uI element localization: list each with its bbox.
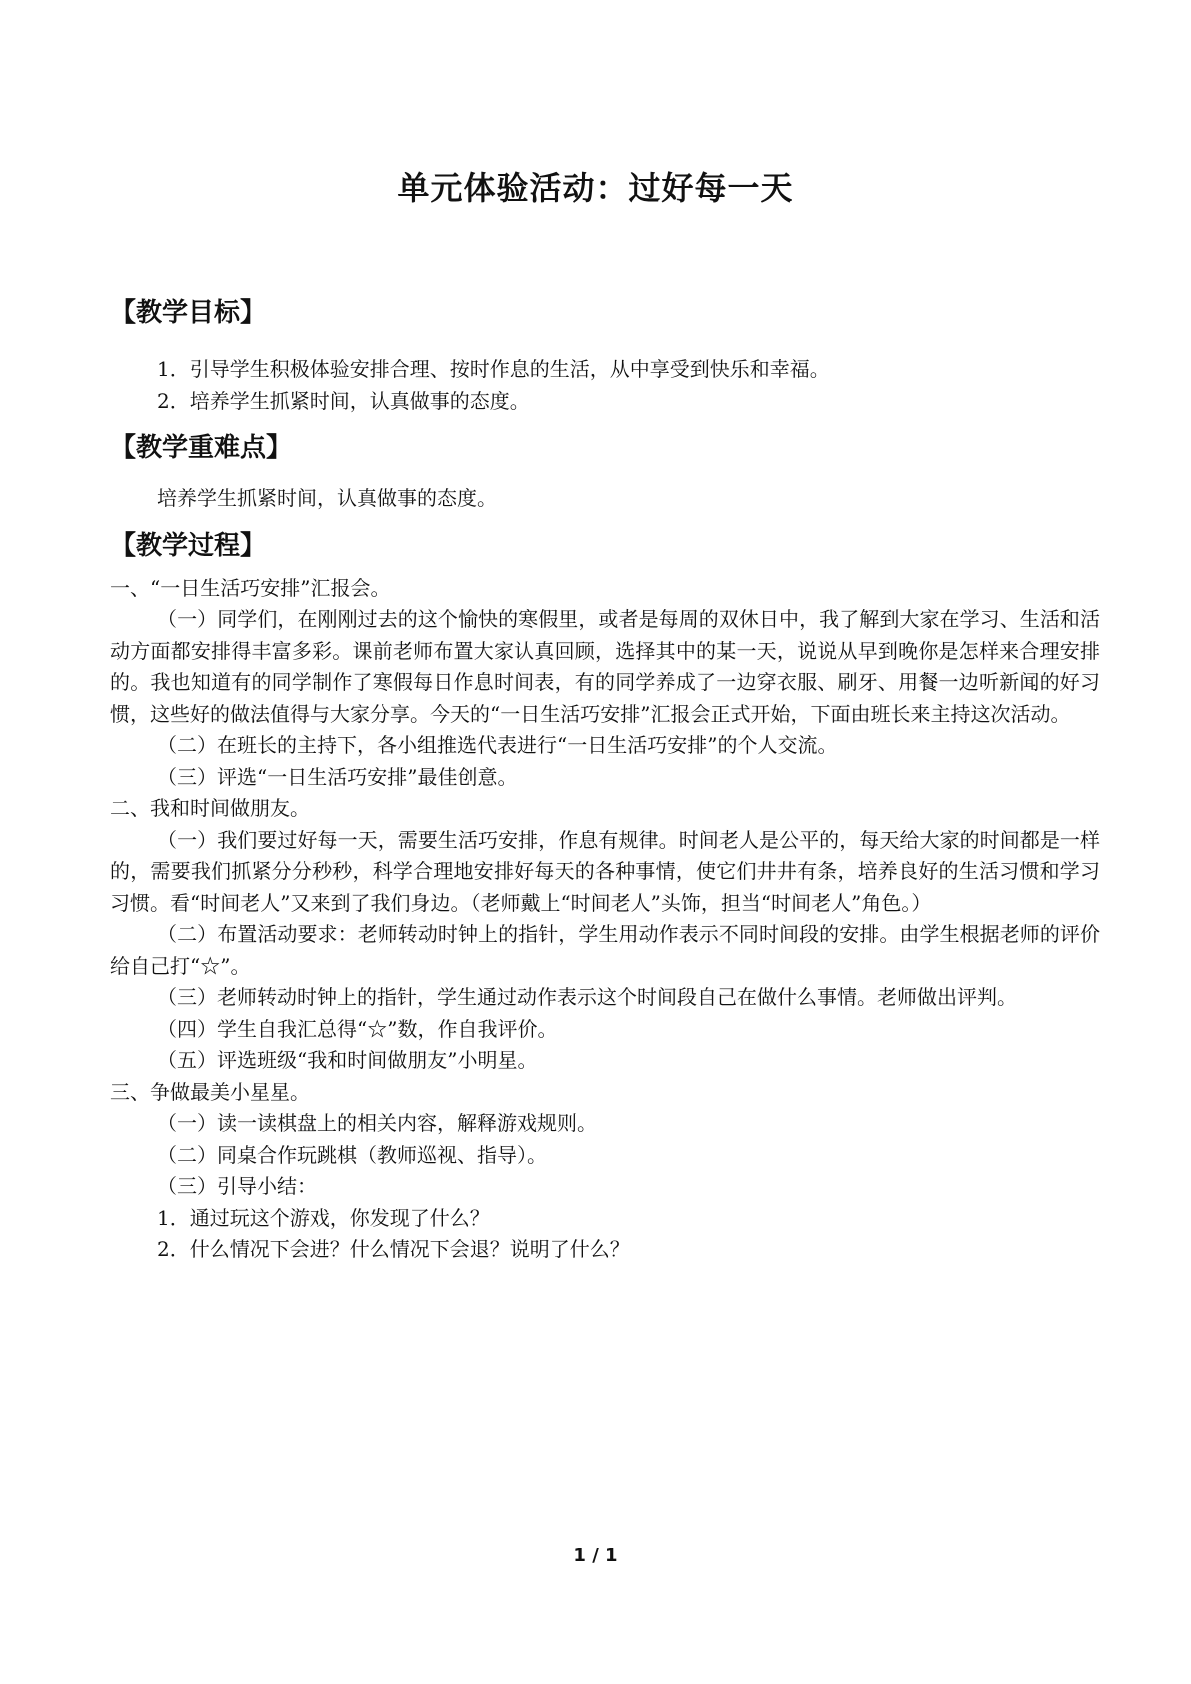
section-2-paragraph-2: （二）布置活动要求：老师转动时钟上的指针，学生用动作表示不同时间段的安排。由学生根据老师的评价给自己打“☆”。 [110,922,1100,978]
goal-item-1: 1．引导学生积极体验安排合理、按时作息的生活，从中享受到快乐和幸福。 [157,357,830,381]
section-2-paragraph-1: （一）我们要过好每一天，需要生活巧安排，作息有规律。时间老人是公平的，每天给大家的时间都是一样的，需要我们抓紧分分秒秒，科学合理地安排好每天的各种事情，使它们井井有条，培养良好的生活习惯和学习习惯。看“时间老人”又来到了我们身边。（老师戴上“时间老人”头饰，担当“时间老人”角色。） [110,827,1100,915]
section-3-paragraph-2: （二）同桌合作玩跳棋（教师巡视、指导）。 [157,1142,547,1167]
key-points-heading: 【教学重难点】 [110,433,293,463]
section-1-title: 一、“一日生活巧安排”汇报会。 [110,575,391,600]
section-1-paragraph-2: （二）在班长的主持下，各小组推选代表进行“一日生活巧安排”的个人交流。 [157,733,838,757]
page-number: 1 / 1 [573,1545,618,1566]
section-3-question-1: 1．通过玩这个游戏，你发现了什么？ [157,1205,490,1230]
section-3-paragraph-1: （一）读一读棋盘上的相关内容，解释游戏规则。 [157,1111,597,1135]
section-2-title: 二、我和时间做朋友。 [110,796,310,820]
section-2-paragraph-4: （四）学生自我汇总得“☆”数，作自我评价。 [157,1016,558,1041]
section-2-paragraph-3: （三）老师转动时钟上的指针，学生通过动作表示这个时间段自己在做什么事情。老师做出评判。 [157,985,1017,1009]
goal-item-2: 2．培养学生抓紧时间，认真做事的态度。 [157,388,530,413]
document-body [110,296,1100,1266]
key-points-text: 培养学生抓紧时间，认真做事的态度。 [157,486,497,510]
section-3-paragraph-3: （三）引导小结： [157,1174,317,1198]
process-heading: 【教学过程】 [110,530,267,561]
goals-heading: 【教学目标】 [110,298,267,328]
section-1-paragraph-3: （三）评选“一日生活巧安排”最佳创意。 [157,764,518,789]
section-2-paragraph-5: （五）评选班级“我和时间做朋友”小明星。 [157,1048,538,1072]
section-3-title: 三、争做最美小星星。 [110,1079,310,1104]
section-3-question-2: 2．什么情况下会进？什么情况下会退？说明了什么？ [157,1237,630,1261]
section-1-paragraph-1: （一）同学们，在刚刚过去的这个愉快的寒假里，或者是每周的双休日中，我了解到大家在学习、生活和活动方面都安排得丰富多彩。课前老师布置大家认真回顾，选择其中的某一天，说说从早到晚你是怎样来合理安排的。我也知道有的同学制作了寒假每日作息时间表，有的同学养成了一边穿衣服、刷牙、用餐一边听新闻的好习惯，这些好的做法值得与大家分享。今天的“一日生活巧安排”汇报会正式开始，下面由班长来主持这次活动。 [110,607,1100,726]
document-title: 单元体验活动：过好每一天 [397,169,794,207]
